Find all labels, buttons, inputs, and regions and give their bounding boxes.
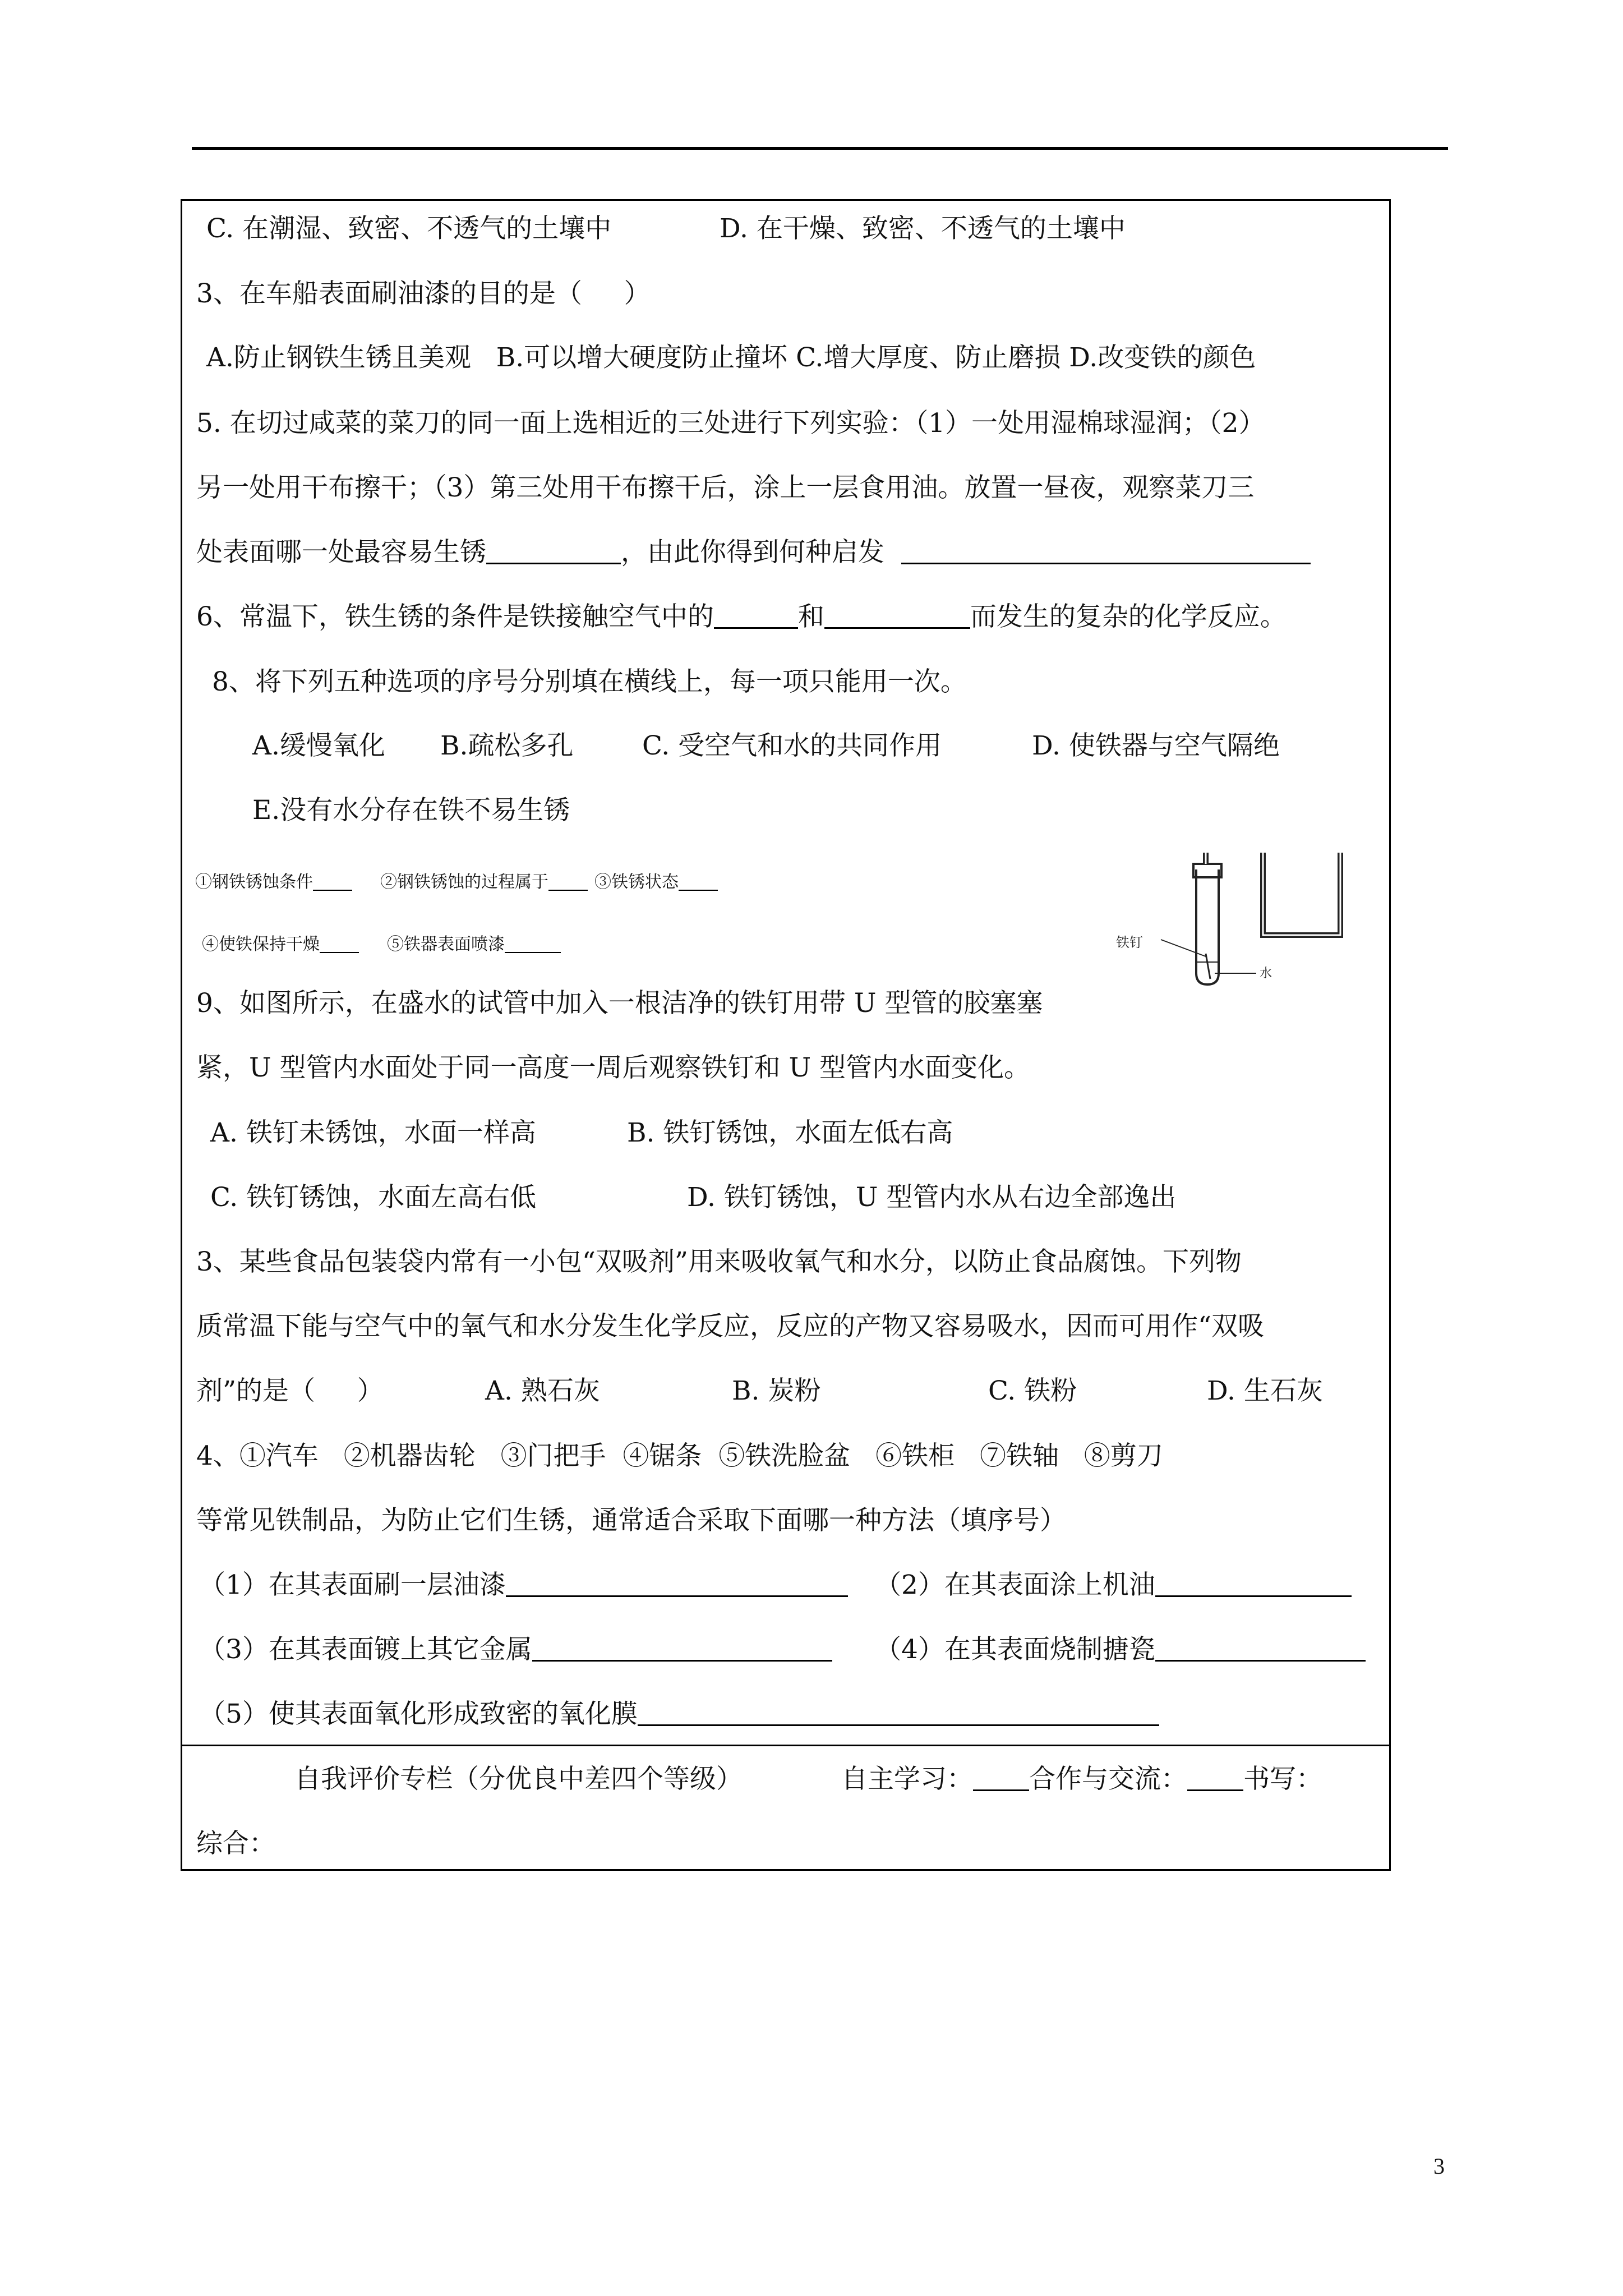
answer-blank[interactable]: [824, 605, 970, 629]
q9-option-d: D. 铁钉锈蚀，U 型管内水从右边全部逸出: [687, 1182, 1177, 1213]
answer-blank[interactable]: [973, 1767, 1029, 1791]
question-9-line2: 紧，U 型管内水面处于同一高度一周后观察铁钉和 U 型管内水面变化。: [196, 1052, 1031, 1083]
answer-blank[interactable]: [638, 1702, 1159, 1726]
question-5-line1: 5. 在切过咸菜的菜刀的同一面上选相近的三处进行下列实验：（1）一处用湿棉球湿润；（2）: [196, 408, 1265, 439]
desiccant-option-d: D. 生石灰: [1207, 1375, 1323, 1406]
iron-nail: [1206, 954, 1210, 979]
q8-fill-row2: ④使铁保持干燥 ⑤铁器表面喷漆: [202, 935, 561, 955]
q8-option-a: A.缓慢氧化: [252, 730, 385, 761]
question-4-prompt: 等常见铁制品，为防止它们生锈，通常适合采取下面哪一种方法（填序号）: [196, 1505, 1066, 1536]
question-desiccant-stem: 剂”的是（ ）: [196, 1375, 384, 1406]
q8-fill-row1: ①钢铁锈蚀条件 ②钢铁锈蚀的过程属于 ③铁锈状态: [195, 872, 718, 892]
u-tube-apparatus-figure: [1116, 853, 1357, 999]
question-6: 6、常温下，铁生锈的条件是铁接触空气中的 和 而发生的复杂的化学反应。: [196, 601, 1287, 632]
q8-option-c: C. 受空气和水的共同作用: [642, 730, 942, 761]
answer-blank[interactable]: [548, 874, 588, 891]
paint-options: A.防止钢铁生锈且美观 B.可以增大硬度防止撞坏 C.增大厚度、防止磨损 D.改变铁的颜色: [206, 342, 1256, 373]
question-4-items: 4、①汽车 ②机器齿轮 ③门把手 ④锯条 ⑤铁洗脸盆 ⑥铁柜 ⑦铁轴 ⑧剪刀: [196, 1441, 1163, 1471]
answer-blank[interactable]: [320, 936, 359, 953]
method-1: （1）在其表面刷一层油漆: [199, 1570, 848, 1601]
self-eval-title: 自我评价专栏（分优良中差四个等级）: [294, 1764, 743, 1795]
header-rule: [192, 147, 1448, 150]
page-number: 3: [1433, 2154, 1445, 2179]
answer-blank[interactable]: [313, 874, 352, 891]
q8-option-d: D. 使铁器与空气隔绝: [1032, 730, 1280, 761]
answer-blank[interactable]: [1155, 1637, 1366, 1662]
q8-option-b: B.疏松多孔: [440, 730, 574, 761]
answer-blank[interactable]: [1187, 1767, 1243, 1791]
rubber-stopper: [1193, 864, 1221, 877]
self-eval-fields: 自主学习： 合作与交流： 书写：: [841, 1764, 1322, 1795]
u-tube: [1206, 853, 1340, 935]
question-box: [181, 199, 1391, 1871]
question-paint-purpose: 3、在车船表面刷油漆的目的是（ ）: [196, 278, 651, 309]
self-eval-overall: 综合：: [196, 1828, 275, 1859]
question-desiccant-line1: 3、某些食品包装袋内常有一小包“双吸剂”用来吸收氧气和水分，以防止食品腐蚀。下列物: [196, 1246, 1242, 1277]
question-5-line3: 处表面哪一处最容易生锈 ，由此你得到何种启发: [196, 537, 1311, 568]
method-4: （4）在其表面烧制搪瓷: [875, 1634, 1366, 1665]
water-label: 水: [1260, 967, 1272, 981]
method-5: （5）使其表面氧化形成致密的氧化膜: [199, 1699, 1159, 1730]
option-c-soil: C. 在潮湿、致密、不透气的土壤中: [206, 213, 612, 244]
desiccant-option-b: B. 炭粉: [732, 1375, 821, 1406]
answer-blank[interactable]: [679, 874, 718, 891]
question-9-line1: 9、如图所示，在盛水的试管中加入一根洁净的铁钉用带 U 型管的胶塞塞: [196, 988, 1043, 1019]
self-eval-divider: [181, 1745, 1391, 1746]
desiccant-option-a: A. 熟石灰: [485, 1375, 600, 1406]
nail-label: 铁钉: [1116, 935, 1143, 950]
nail-leader-line: [1161, 940, 1206, 956]
question-desiccant-line2: 质常温下能与空气中的氧气和水分发生化学反应，反应的产物又容易吸水，因而可用作“双吸: [196, 1311, 1265, 1342]
desiccant-option-c: C. 铁粉: [988, 1375, 1077, 1406]
answer-blank[interactable]: [714, 605, 798, 629]
option-d-soil: D. 在干燥、致密、不透气的土壤中: [720, 213, 1126, 244]
q8-option-e: E.没有水分存在铁不易生锈: [252, 795, 570, 826]
method-3: （3）在其表面镀上其它金属: [199, 1634, 832, 1665]
answer-blank[interactable]: [486, 540, 621, 564]
answer-blank[interactable]: [506, 1573, 848, 1597]
q9-option-c: C. 铁钉锈蚀，水面左高右低: [210, 1182, 537, 1213]
question-8: 8、将下列五种选项的序号分别填在横线上，每一项只能用一次。: [212, 666, 967, 697]
answer-blank[interactable]: [1155, 1573, 1352, 1597]
q9-option-a: A. 铁钉未锈蚀，水面一样高: [210, 1117, 536, 1148]
q9-option-b: B. 铁钉锈蚀，水面左低右高: [627, 1117, 953, 1148]
method-2: （2）在其表面涂上机油: [875, 1570, 1352, 1601]
question-5-line2: 另一处用干布擦干；（3）第三处用干布擦干后，涂上一层食用油。放置一昼夜，观察菜刀三: [196, 472, 1255, 503]
answer-blank[interactable]: [901, 540, 1311, 564]
answer-blank[interactable]: [532, 1637, 832, 1662]
answer-blank[interactable]: [505, 936, 561, 953]
